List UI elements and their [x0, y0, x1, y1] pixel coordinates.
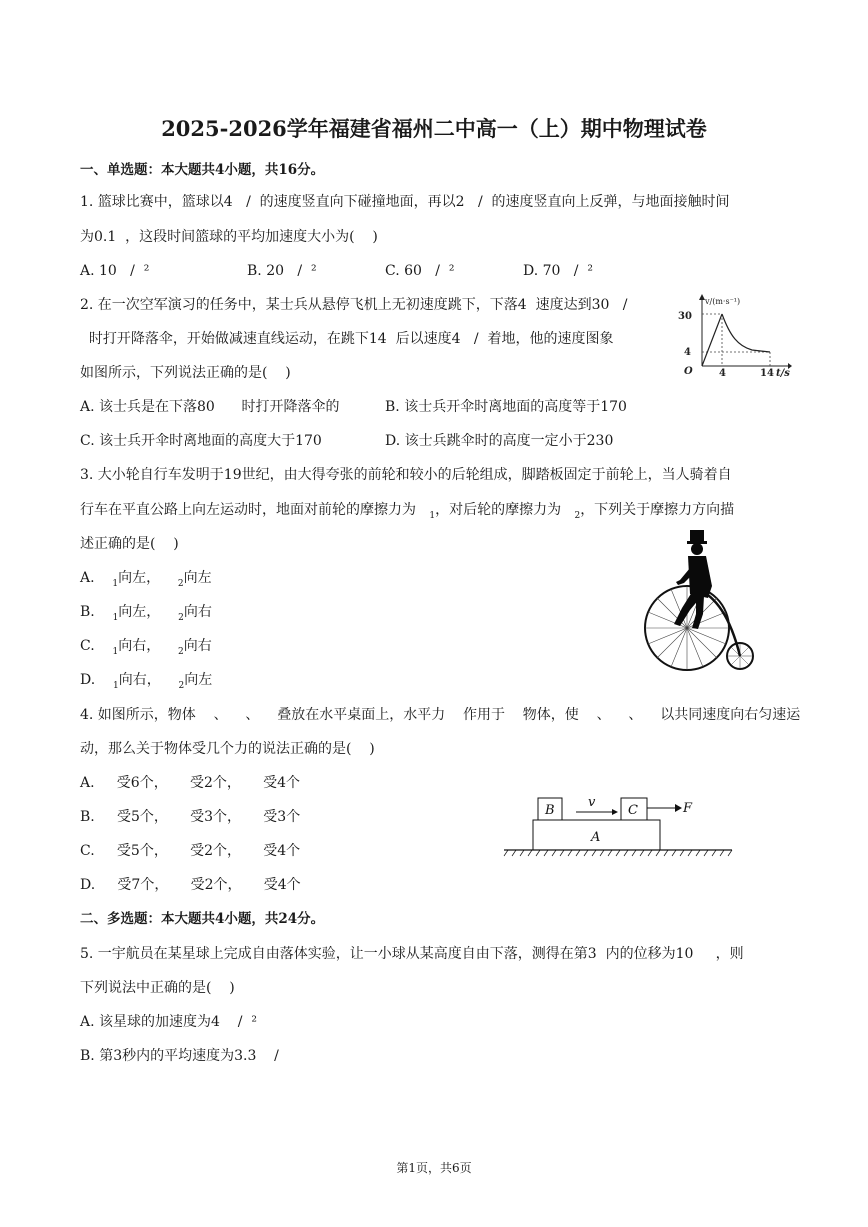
graph-tick-x4: 4 — [719, 368, 726, 378]
q4-option-c: C. 受5个， 受2个， 受4个 — [80, 843, 301, 859]
page-footer: 第1页，共6页 — [396, 1161, 472, 1175]
q3-sub-2: 2 — [574, 510, 581, 521]
q5-line-2: 下列说法中正确的是( ) — [80, 980, 235, 996]
velocity-curve-decel — [722, 314, 770, 352]
graph-tick-x14: 14 — [760, 368, 774, 378]
graph-xlabel: t/s — [776, 368, 790, 378]
q3-line-3: 述正确的是( ) — [80, 536, 179, 552]
q3-option-d: D. $_1$向右， $_2$向左 — [80, 672, 213, 691]
q2-option-b: B. 该士兵开伞时离地面的高度等于170 — [385, 399, 627, 415]
block-b-label: B — [545, 803, 555, 818]
q2-option-c: C. 该士兵开伞时离地面的高度大于170 — [80, 433, 322, 449]
page-title: 2025-2026学年福建省福州二中高一（上）期中物理试卷 — [161, 116, 707, 141]
q3-line-2c: ，下列关于摩擦力方向描 — [580, 502, 735, 518]
q4-option-a: A. 受6个， 受2个， 受4个 — [80, 775, 301, 791]
q1-option-b: B. 20 / ² — [247, 263, 317, 279]
section-heading-2: 二、多选题：本大题共4小题，共24分。 — [80, 911, 325, 927]
penny-farthing-illustration — [640, 528, 762, 674]
q4-option-d: D. 受7个， 受2个， 受4个 — [80, 877, 301, 893]
q2-line-2: 时打开降落伞，开始做减速直线运动，在跳下14 后以速度4 / 着地，他的速度图象 — [80, 331, 614, 347]
force-label: F — [683, 801, 693, 816]
q3-sub-1: 1 — [429, 510, 436, 521]
graph-tick-30: 30 — [678, 311, 692, 322]
block-c-label: C — [628, 803, 638, 818]
block-a-label: A — [591, 830, 601, 845]
velocity-label: v — [588, 795, 596, 810]
q4-line-2: 动，那么关于物体受几个力的说法正确的是( ) — [80, 741, 375, 757]
q2-line-1: 2. 在一次空军演习的任务中，某士兵从悬停飞机上无初速度跳下，下落4 速度达到30 / — [80, 297, 628, 313]
q3-option-b: B. $_1$向左， $_2$向右 — [80, 604, 212, 623]
q2-line-3: 如图所示，下列说法正确的是( ) — [80, 365, 291, 381]
q2-option-d: D. 该士兵跳伞时的高度一定小于230 — [385, 433, 614, 449]
q4-option-b: B. 受5个， 受3个， 受3个 — [80, 809, 301, 825]
q3-option-a: A. $_1$向左， $_2$向左 — [80, 570, 212, 589]
q3-line-1: 3. 大小轮自行车发明于19世纪，由大得夸张的前轮和较小的后轮组成，脚踏板固定于前轮上，当人骑着自 — [80, 467, 732, 483]
q2-option-a: A. 该士兵是在下落80 时打开降落伞的 — [80, 399, 340, 415]
graph-ylabel: v/(m·s⁻¹) — [705, 297, 741, 306]
q5-option-b: B. 第3秒内的平均速度为3.3 / — [80, 1048, 279, 1064]
graph-origin: O — [684, 366, 693, 377]
q5-line-1: 5. 一宇航员在某星球上完成自由落体实验，让一小球从某高度自由下落，测得在第3 内的位移为10 ，则 — [80, 946, 744, 962]
velocity-curve — [702, 314, 722, 366]
q3-line-2 — [80, 501, 734, 525]
q1-line-2: 为0.1 ，这段时间篮球的平均加速度大小为( ) — [80, 229, 378, 245]
q3-option-c: C. $_1$向右， $_2$向右 — [80, 638, 212, 657]
q4-line-1: 4. 如图所示，物体 、 、 叠放在水平桌面上，水平力 作用于 物体，使 、 、 以共同速度向右匀速运 — [80, 707, 801, 723]
q1-line-1: 1. 篮球比赛中，篮球以4 / 的速度竖直向下碰撞地面，再以2 / 的速度竖直向上反弹，与地面接触时间 — [80, 194, 730, 210]
section-heading-1: 一、单选题：本大题共4小题，共16分。 — [80, 162, 325, 178]
velocity-time-graph — [672, 290, 792, 378]
stacked-blocks-diagram — [500, 790, 736, 862]
q5-option-a: A. 该星球的加速度为4 / ² — [80, 1014, 257, 1030]
q1-option-c: C. 60 / ² — [385, 263, 455, 279]
graph-tick-4: 4 — [684, 347, 691, 358]
q1-option-d: D. 70 / ² — [523, 263, 594, 279]
q1-option-a: A. 10 / ² — [80, 263, 150, 279]
q3-line-2b: ，对后轮的摩擦力为 — [435, 502, 562, 518]
q3-line-2a: 行车在平直公路上向左运动时，地面对前轮的摩擦力为 — [80, 502, 416, 518]
